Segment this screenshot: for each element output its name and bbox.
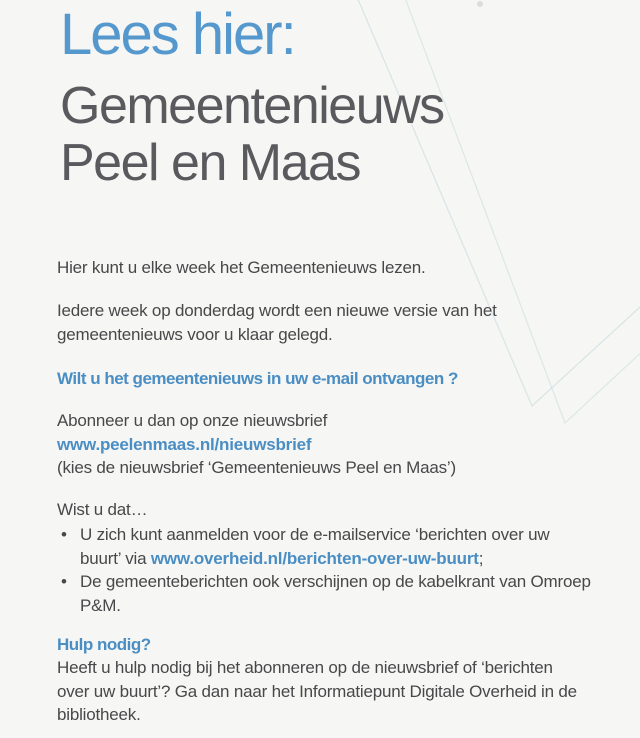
page-subtitle-line-1: Gemeentenieuws — [60, 77, 444, 135]
overheid-link: www.overheid.nl/berichten-over-uw-buurt — [150, 548, 479, 568]
facts-bullet-list — [57, 523, 591, 617]
help-heading: Hulp nodig? — [57, 635, 151, 654]
text-line: Iedere week op donderdag wordt een nieuwe versie van het — [57, 301, 497, 320]
newsletter-paragraph — [57, 409, 456, 480]
bullet-item-email-service — [57, 523, 591, 570]
newsletter-link: www.peelenmaas.nl/nieuwsbrief — [57, 434, 312, 454]
help-paragraph — [57, 656, 577, 727]
text-line: Heeft u hulp nodig bij het abonneren op de nieuwsbrief of ‘berichten — [57, 658, 553, 677]
text-line: bibliotheek. — [57, 705, 141, 724]
page-subtitle — [60, 78, 444, 192]
text-line: P&M. — [80, 595, 121, 615]
text-line: (kies de nieuwsbrief ‘Gemeentenieuws Peel en Maas’) — [57, 458, 456, 477]
intro-paragraph-1: Hier kunt u elke week het Gemeentenieuws lezen. — [57, 258, 426, 277]
newsletter-heading: Wilt u het gemeentenieuws in uw e-mail ontvangen ? — [57, 369, 458, 388]
text-line: over uw buurt’? Ga dan naar het Informatiepunt Digitale Overheid in de — [57, 681, 577, 701]
decorative-line-2 — [402, 0, 640, 423]
text-line: gemeentenieuws voor u klaar gelegd. — [57, 324, 333, 344]
text-line: Abonneer u dan op onze nieuwsbrief — [57, 411, 328, 430]
text-segment: ; — [478, 548, 484, 568]
scan-dust-speck — [477, 1, 483, 7]
text-line — [80, 547, 591, 571]
text-line: De gemeenteberichten ook verschijnen op de kabelkrant van Omroep — [80, 572, 591, 591]
bullet-marker — [61, 570, 67, 594]
text-segment: buurt’ via — [80, 548, 151, 568]
text-line: U zich kunt aanmelden voor de e-mailservice ‘berichten over uw — [80, 525, 550, 544]
intro-paragraph-2 — [57, 299, 497, 346]
page-subtitle-line-2: Peel en Maas — [60, 134, 360, 192]
bullet-item-kabelkrant — [57, 570, 591, 617]
facts-intro: Wist u dat… — [57, 500, 148, 519]
page-title: Lees hier: — [60, 2, 295, 67]
bullet-marker — [61, 523, 67, 547]
